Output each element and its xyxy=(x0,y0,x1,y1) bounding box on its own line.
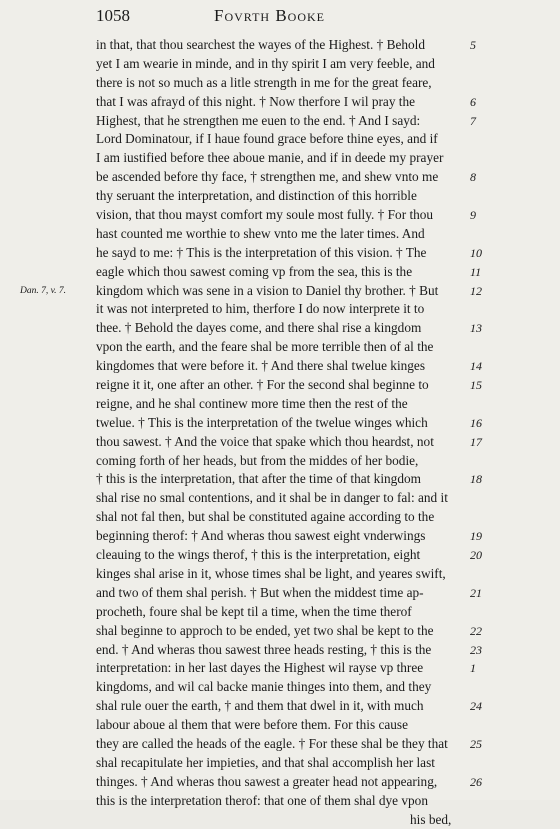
line-text: shal recapitulate her impieties, and that shal accomplish her last xyxy=(96,754,435,770)
text-line xyxy=(0,754,560,773)
verse-number: 8 xyxy=(470,170,476,185)
line-text: hast counted me worthie to shew vnto me the later times. And xyxy=(96,225,425,241)
line-text: kingdom which was sene in a vision to Daniel thy brother. † But xyxy=(96,282,439,298)
line-text: kinges shal arise in it, whose times shal be light, and yeares swift, xyxy=(96,565,446,581)
text-line xyxy=(0,811,560,829)
verse-number: 26 xyxy=(470,774,482,789)
line-text: Lord Dominatour, if I haue found grace before thine eyes, and if xyxy=(96,131,438,147)
line-text: procheth, foure shal be kept til a time, when the time therof xyxy=(96,603,412,619)
line-text: interpretation: in her last dayes the Highest wil rayse vp three xyxy=(96,660,424,676)
line-text: coming forth of her heads, but from the middes of her bodie, xyxy=(96,452,419,468)
verse-number: 6 xyxy=(470,94,476,109)
line-text: vision, that thou mayst comfort my soule most fully. † For thou xyxy=(96,207,434,223)
text-line xyxy=(0,395,560,414)
line-text: vpon the earth, and the feare shal be more terrible then of al the xyxy=(96,339,434,355)
line-text: shal beginne to approch to be ended, yet two shal be kept to the xyxy=(96,622,434,638)
line-text: kingdomes that were before it. † And there shal twelue kinges xyxy=(96,358,426,374)
text-line xyxy=(0,130,560,149)
text-line xyxy=(0,414,560,433)
line-text: cleauing to the wings therof, † this is the interpretation, eight xyxy=(96,547,421,563)
line-text: beginning therof: † And wheras thou sawest eight vnderwings xyxy=(96,528,426,544)
line-text: shal rule ouer the earth, † and them that dwel in it, with much xyxy=(96,698,424,714)
text-line xyxy=(0,546,560,565)
line-text: this is the interpretation therof: that one of them shal dye vpon xyxy=(96,792,428,808)
verse-number: 14 xyxy=(470,359,482,374)
line-text: reigne, and he shal continew more time then the rest of the xyxy=(96,395,408,411)
text-line xyxy=(0,74,560,93)
text-line xyxy=(0,55,560,74)
text-line xyxy=(0,149,560,168)
text-line xyxy=(0,508,560,527)
page-number: 1058 xyxy=(96,6,130,25)
text-line xyxy=(0,300,560,319)
line-text: twelue. † This is the interpretation of the twelue winges which xyxy=(96,414,428,430)
verse-number: 10 xyxy=(470,245,482,260)
verse-number: 24 xyxy=(470,699,482,714)
text-line xyxy=(0,282,560,301)
text-line xyxy=(0,168,560,187)
text-line xyxy=(0,697,560,716)
line-text: labour aboue al them that were before them. For this cause xyxy=(96,717,408,733)
text-line xyxy=(0,263,560,282)
line-text: shal rise no smal contentions, and it shal be in danger to fal: and it xyxy=(96,490,448,506)
text-line xyxy=(0,603,560,622)
text-line xyxy=(0,565,560,584)
text-line xyxy=(0,792,560,811)
text-line xyxy=(0,716,560,735)
text-line xyxy=(0,433,560,452)
text-line xyxy=(0,319,560,338)
line-text: I am iustified before thee aboue manie, and if in deede my prayer xyxy=(96,150,444,166)
text-line xyxy=(0,678,560,697)
line-text: be ascended before thy face, † strengthen me, and shew vnto me xyxy=(96,169,439,185)
line-text: thinges. † And wheras thou sawest a greater head not appearing, xyxy=(96,773,438,789)
text-line xyxy=(0,622,560,641)
text-line xyxy=(0,735,560,754)
text-line xyxy=(0,489,560,508)
text-line xyxy=(0,376,560,395)
verse-number: 23 xyxy=(470,642,482,657)
verse-number: 7 xyxy=(470,113,476,128)
verse-number: 15 xyxy=(470,378,482,393)
verse-number: 25 xyxy=(470,736,482,751)
line-text: kingdoms, and wil cal backe manie thinges into them, and they xyxy=(96,679,432,695)
text-line xyxy=(0,225,560,244)
line-text: that I was afrayd of this night. † Now therfore I wil pray the xyxy=(96,93,416,109)
verse-number: 5 xyxy=(470,38,476,52)
line-text: end. † And wheras thou sawest three heads resting, † this is the xyxy=(96,641,432,657)
text-line xyxy=(0,187,560,206)
line-text: eagle which thou sawest coming vp from the sea, this is the xyxy=(96,263,413,279)
line-text: thee. † Behold the dayes come, and there shal rise a kingdom xyxy=(96,320,422,336)
line-text: thou sawest. † And the voice that spake which thou heardst, not xyxy=(96,433,434,449)
line-text: in that, that thou searchest the wayes of the Highest. † Behold xyxy=(96,37,426,52)
page-header xyxy=(96,6,476,30)
line-text: Highest, that he strengthen me euen to the end. † And I sayd: xyxy=(96,112,421,128)
text-line xyxy=(0,357,560,376)
line-text: it was not interpreted to him, therfore I do now interprete it to xyxy=(96,301,425,317)
verse-number: 9 xyxy=(470,208,476,223)
text-line xyxy=(0,206,560,225)
verse-number: 12 xyxy=(470,283,482,298)
running-head: Fovrth Booke xyxy=(214,6,325,25)
text-body xyxy=(0,36,560,829)
text-line xyxy=(0,338,560,357)
verse-number: 13 xyxy=(470,321,482,336)
verse-number: 21 xyxy=(470,585,482,600)
text-line xyxy=(0,659,560,678)
text-line xyxy=(0,773,560,792)
text-line xyxy=(0,93,560,112)
line-text: shal not fal then, but shal be constituted againe according to the xyxy=(96,509,435,525)
line-text: yet I am wearie in minde, and in thy spirit I am very feeble, and xyxy=(96,55,435,71)
text-line xyxy=(0,244,560,263)
verse-number: 18 xyxy=(470,472,482,487)
line-text: thy seruant the interpretation, and distinction of this horrible xyxy=(96,188,417,204)
verse-number: 22 xyxy=(470,623,482,638)
line-text: and two of them shal perish. † But when the middest time ap- xyxy=(96,584,424,600)
line-text: reigne it it, one after an other. † For the second shal beginne to xyxy=(96,377,429,393)
line-text: he sayd to me: † This is the interpretation of this vision. † The xyxy=(96,244,427,260)
verse-number: 16 xyxy=(470,415,482,430)
text-line xyxy=(0,452,560,471)
verse-number: 19 xyxy=(470,529,482,544)
verse-number: 17 xyxy=(470,434,482,449)
verse-number: 1 xyxy=(470,661,476,676)
line-text: they are called the heads of the eagle. † For these shal be they that xyxy=(96,735,448,751)
verse-number: 11 xyxy=(470,264,482,279)
line-text: his bed, xyxy=(410,811,452,827)
line-text: † this is the interpretation, that after the time of that kingdom xyxy=(96,471,421,487)
margin-note: Dan. 7, v. 7. xyxy=(20,285,66,296)
text-line xyxy=(0,641,560,660)
text-line xyxy=(0,584,560,603)
line-text: there is not so much as a litle strength in me for the great feare, xyxy=(96,74,432,90)
verse-number: 20 xyxy=(470,548,482,563)
text-line xyxy=(0,527,560,546)
text-line xyxy=(0,470,560,489)
text-line xyxy=(0,112,560,131)
text-line xyxy=(0,36,560,55)
